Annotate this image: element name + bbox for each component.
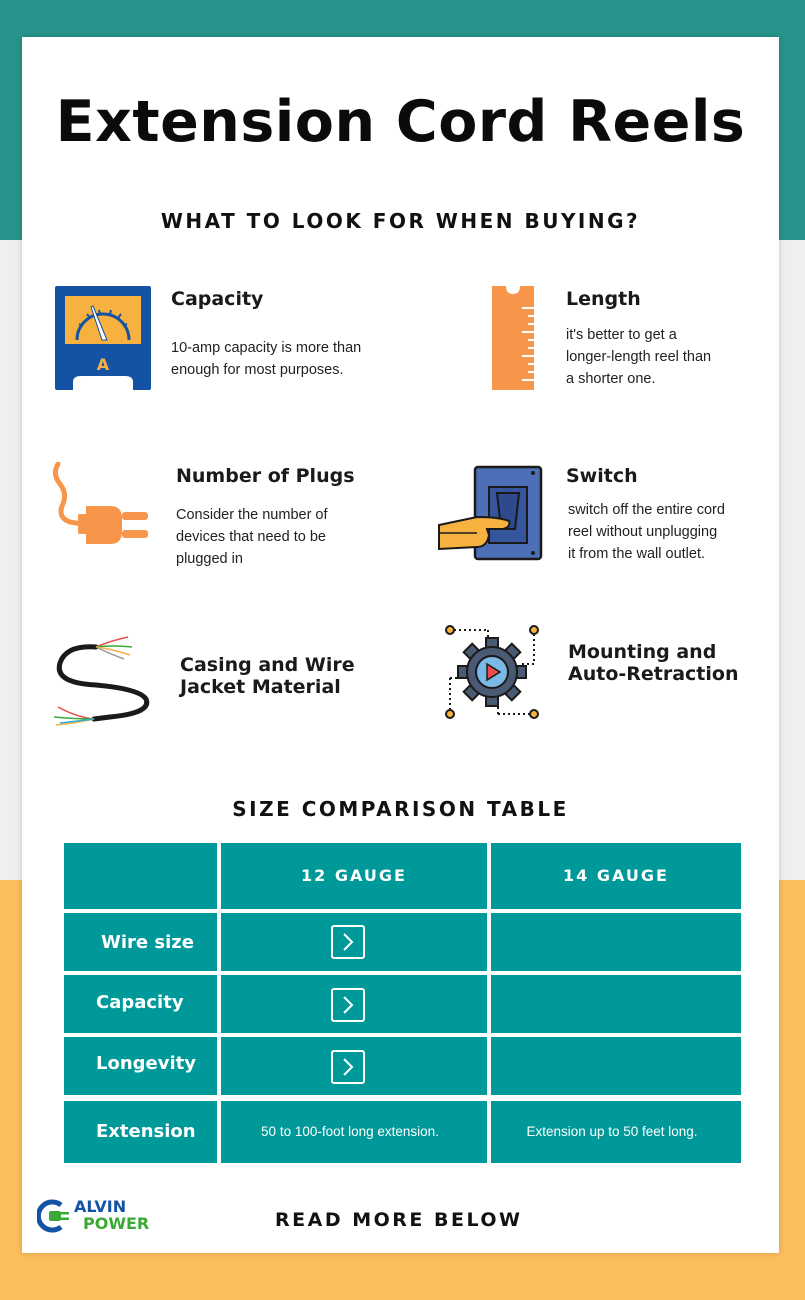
infographic-card [22, 37, 779, 1253]
desc-line: reel without unplugging [568, 524, 718, 540]
feature-desc-plugs [176, 504, 328, 570]
svg-text:A: A [96, 355, 110, 374]
title-line: Jacket Material [180, 676, 341, 698]
plug-logo-icon [37, 1199, 71, 1233]
table-row [64, 1037, 217, 1095]
table-header-cell [221, 843, 487, 909]
table-cell [221, 1101, 487, 1163]
feature-title-capacity: Capacity [171, 288, 264, 310]
read-more-footer: READ MORE BELOW [275, 1209, 523, 1231]
row-label-capacity: Capacity [96, 992, 184, 1013]
desc-line: 10-amp capacity is more than [171, 340, 362, 356]
wire-cable-icon [36, 627, 156, 732]
table-header-empty [64, 843, 217, 909]
column-header-14-gauge: 14 GAUGE [563, 866, 669, 885]
table-header-cell [491, 843, 741, 909]
row-label-longevity: Longevity [96, 1053, 196, 1074]
feature-desc-length [566, 324, 711, 390]
chevron-right-icon [331, 988, 365, 1022]
table-cell [491, 913, 741, 971]
ammeter-icon [55, 286, 151, 395]
desc-line: devices that need to be [176, 529, 326, 545]
size-comparison-table [64, 843, 741, 1163]
table-cell [221, 1037, 487, 1095]
table-cell [221, 975, 487, 1033]
table-row [64, 975, 217, 1033]
cell-14-gauge-extension: Extension up to 50 feet long. [526, 1124, 698, 1139]
title-line: Casing and Wire [180, 654, 355, 676]
table-heading: SIZE COMPARISON TABLE [232, 797, 569, 821]
feature-desc-switch [568, 499, 725, 565]
title-line: Mounting and [568, 641, 717, 663]
desc-line: a shorter one. [566, 371, 656, 387]
feature-title-plugs: Number of Plugs [176, 465, 355, 487]
ruler-icon [492, 286, 534, 395]
logo-text-alvin: ALVIN [74, 1197, 127, 1216]
row-label-wire-size: Wire size [101, 932, 194, 953]
table-cell [491, 1101, 741, 1163]
column-header-12-gauge: 12 GAUGE [301, 866, 407, 885]
plug-icon [52, 462, 152, 557]
table-cell [491, 975, 741, 1033]
page-title: Extension Cord Reels [55, 89, 746, 155]
chevron-right-icon [331, 1050, 365, 1084]
title-line: Auto-Retraction [568, 663, 739, 685]
logo-text-power: POWER [83, 1214, 150, 1233]
gear-play-icon [440, 620, 546, 729]
desc-line: plugged in [176, 551, 243, 567]
table-cell [221, 913, 487, 971]
buying-subtitle: WHAT TO LOOK FOR WHEN BUYING? [160, 209, 641, 233]
desc-line: it's better to get a [566, 327, 677, 343]
feature-title-casing [180, 654, 355, 698]
switch-icon [437, 465, 545, 568]
alvin-power-logo [37, 1199, 71, 1238]
feature-title-switch: Switch [566, 465, 638, 487]
desc-line: longer-length reel than [566, 349, 712, 365]
chevron-right-icon [331, 925, 365, 959]
feature-title-length: Length [566, 288, 641, 310]
feature-title-mounting [568, 641, 738, 685]
table-row [64, 913, 217, 971]
table-cell [491, 1037, 741, 1095]
desc-line: Consider the number of [176, 507, 328, 523]
cell-12-gauge-extension: 50 to 100-foot long extension. [261, 1124, 439, 1139]
desc-line: it from the wall outlet. [568, 546, 705, 562]
table-row [64, 1101, 217, 1163]
row-label-extension: Extension [96, 1121, 196, 1142]
desc-line: enough for most purposes. [171, 362, 344, 378]
desc-line: switch off the entire cord [568, 502, 725, 518]
feature-desc-capacity [171, 337, 361, 381]
